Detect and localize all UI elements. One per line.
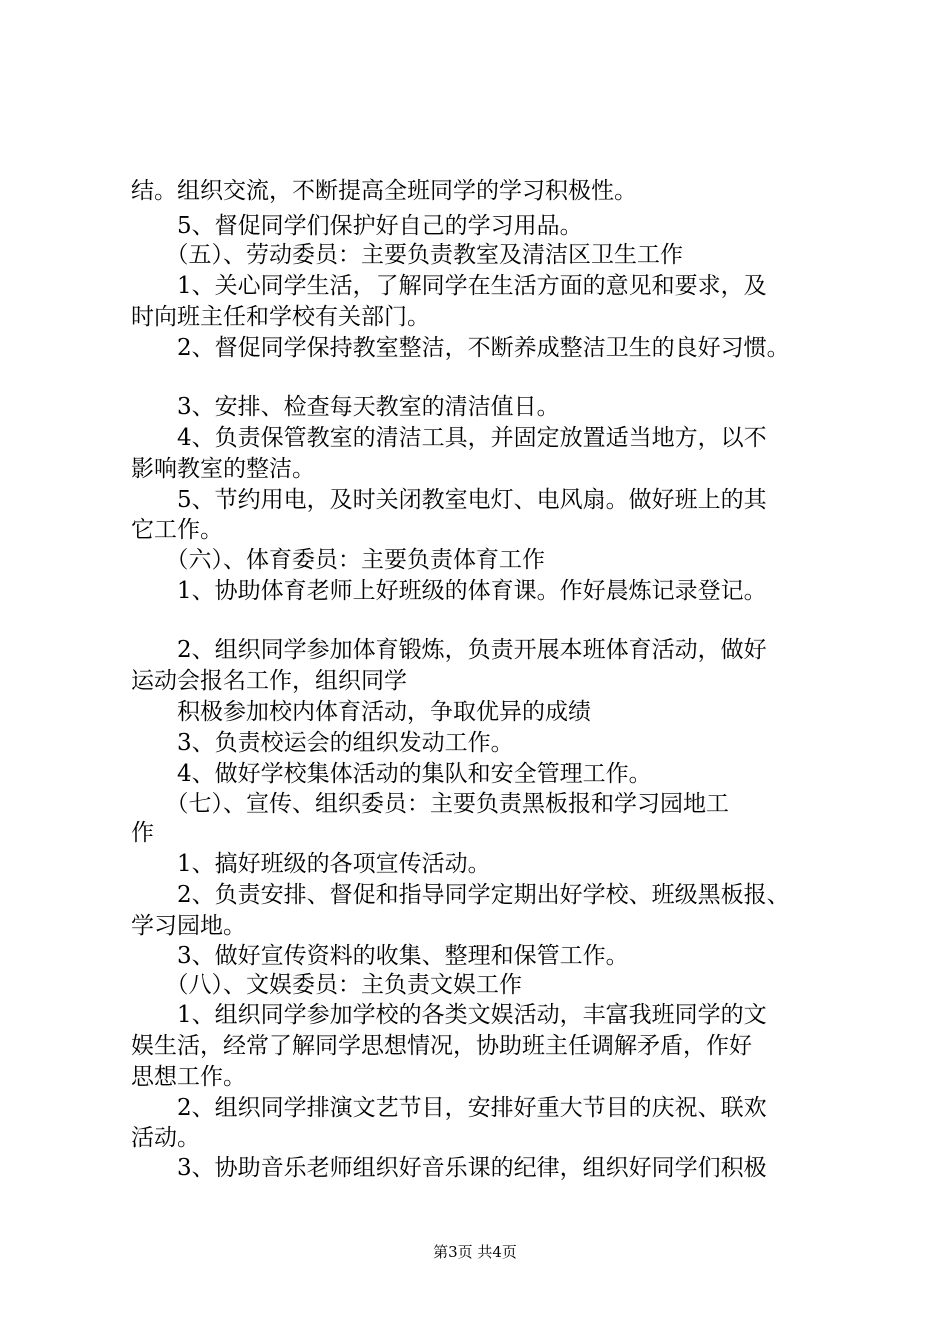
- text-line: 2、组织同学排演文艺节目，安排好重大节目的庆祝、联欢: [131, 1095, 767, 1121]
- text-line: 运动会报名工作，组织同学: [131, 668, 407, 694]
- text-line: 2、组织同学参加体育锻炼，负责开展本班体育活动，做好: [131, 637, 767, 663]
- text-line: 5、节约用电，及时关闭教室电灯、电风扇。做好班上的其: [131, 487, 767, 513]
- text-line: 2、负责安排、督促和指导同学定期出好学校、班级黑板报、: [131, 882, 790, 908]
- text-line: 它工作。: [131, 517, 223, 543]
- text-line: 3、安排、检查每天教室的清洁值日。: [131, 394, 560, 420]
- text-line: 3、负责校运会的组织发动工作。: [131, 730, 514, 756]
- section-heading: （八）、文娱委员：主负责文娱工作: [131, 972, 522, 998]
- page-footer: 第3页 共4页: [433, 1243, 517, 1261]
- text-line: 4、做好学校集体活动的集队和安全管理工作。: [131, 761, 652, 787]
- text-line: 5、督促同学们保护好自己的学习用品。: [131, 213, 583, 239]
- text-line: 思想工作。: [131, 1064, 246, 1090]
- text-line: 3、协助音乐老师组织好音乐课的纪律，组织好同学们积极: [131, 1155, 767, 1181]
- text-line: 3、做好宣传资料的收集、整理和保管工作。: [131, 943, 629, 969]
- text-line: 积极参加校内体育活动，争取优异的成绩: [131, 699, 591, 725]
- text-line: 学习园地。: [131, 913, 246, 939]
- text-line: 1、搞好班级的各项宣传活动。: [131, 851, 491, 877]
- text-line: 影响教室的整洁。: [131, 456, 315, 482]
- text-line: 时向班主任和学校有关部门。: [131, 304, 430, 330]
- section-heading: （五）、劳动委员：主要负责教室及清洁区卫生工作: [131, 242, 683, 268]
- text-line: 1、组织同学参加学校的各类文娱活动，丰富我班同学的文: [131, 1002, 767, 1028]
- text-line: 1、协助体育老师上好班级的体育课。作好晨炼记录登记。: [131, 578, 767, 604]
- text-line: 作: [131, 820, 154, 846]
- text-line: 2、督促同学保持教室整洁，不断养成整洁卫生的良好习惯。: [131, 335, 790, 361]
- text-line: 4、负责保管教室的清洁工具，并固定放置适当地方，以不: [131, 425, 767, 451]
- text-line: 娱生活，经常了解同学思想情况，协助班主任调解矛盾，作好: [131, 1033, 752, 1059]
- text-line: 1、关心同学生活，了解同学在生活方面的意见和要求，及: [131, 273, 767, 299]
- text-line: 结。组织交流，不断提高全班同学的学习积极性。: [131, 178, 637, 204]
- section-heading: （六）、体育委员：主要负责体育工作: [131, 547, 545, 573]
- text-line: 活动。: [131, 1125, 200, 1151]
- section-heading: （七）、宣传、组织委员：主要负责黑板报和学习园地工: [131, 791, 729, 817]
